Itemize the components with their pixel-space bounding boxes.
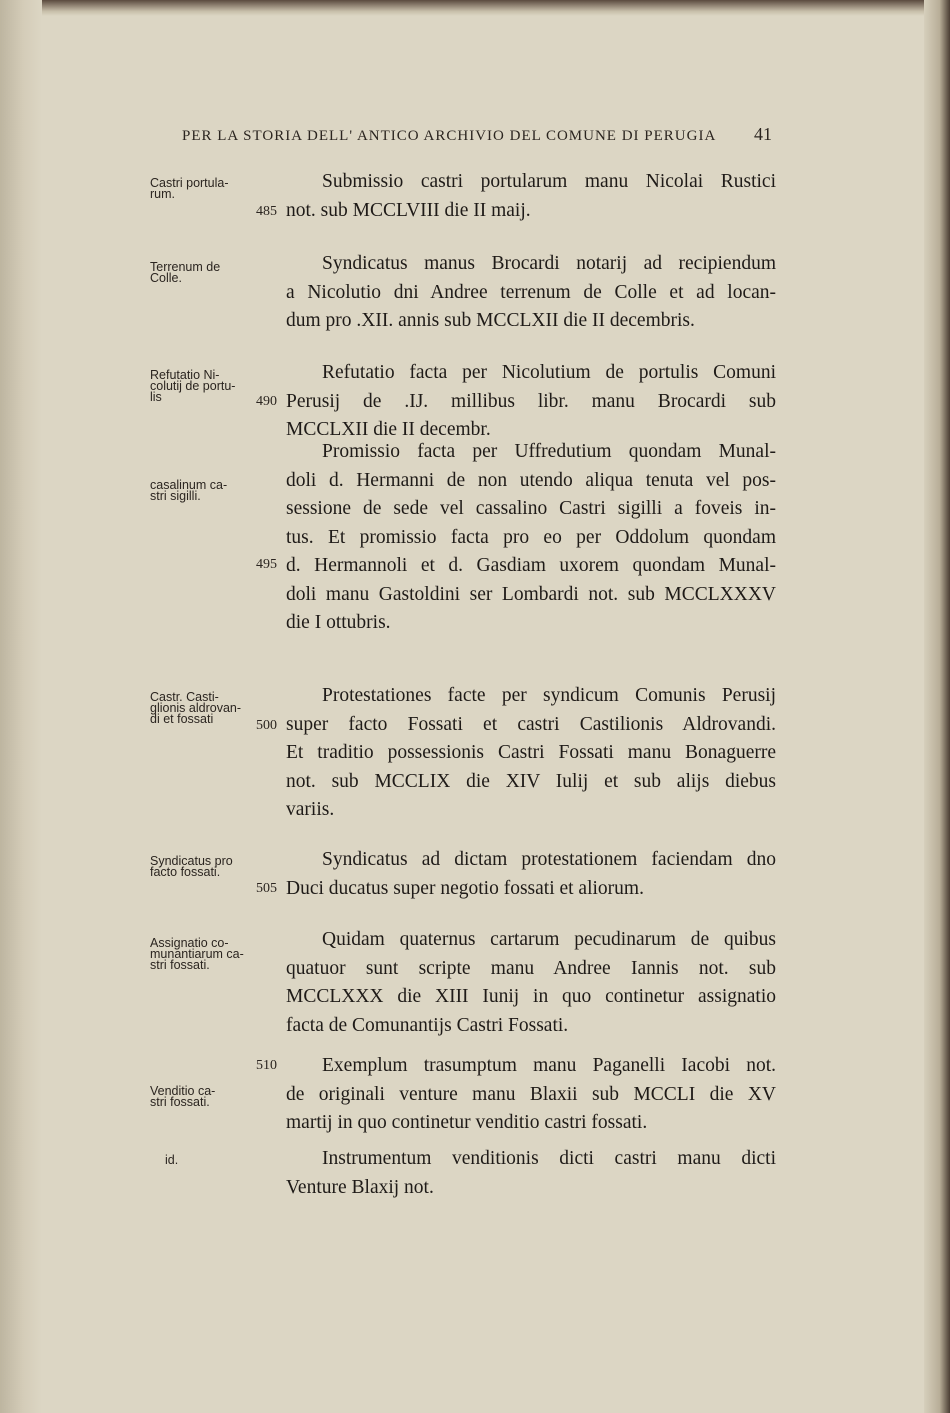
entry-text	[286, 682, 776, 825]
text-line: Promissio facta per Uffredutium quondam Munal-	[322, 441, 776, 462]
text-line: Venture Blaxij not.	[286, 1176, 434, 1198]
text-line: not. sub MCCLVIII die II maij.	[286, 199, 531, 221]
entry-text	[286, 926, 776, 1040]
text-line: Et traditio possessionis Castri Fossati manu Bonaguerre	[286, 742, 776, 763]
text-line: MCCLXXX die XIII Iunij in quo continetur assignatio	[286, 986, 776, 1007]
page-gutter	[0, 0, 42, 1413]
text-line: Protestationes facte per syndicum Comunis Perusij	[322, 685, 776, 706]
entry-text	[286, 1145, 776, 1202]
marginal-note: Refutatio Ni- colutij de portu- lis	[150, 368, 236, 404]
text-line: variis.	[286, 799, 335, 820]
entry-text	[286, 1052, 776, 1138]
entry-text	[286, 359, 776, 445]
line-number: 510	[256, 1058, 277, 1073]
text-line: Refutatio facta per Nicolutium de portulis Comuni	[322, 362, 776, 383]
entry-text	[286, 168, 776, 225]
text-line: dum pro .XII. annis sub MCCLXII die II decembris.	[286, 310, 695, 331]
marginal-note: Castr. Casti- glionis aldrovan- di et fossati	[150, 690, 242, 726]
text-line: Syndicatus ad dictam protestationem faciendam dno	[322, 849, 776, 870]
text-line: Perusij de .IJ. millibus libr. manu Brocardi sub	[286, 390, 776, 412]
entry-text	[286, 846, 776, 903]
text-line: sessione de sede vel cassalino Castri sigilli a foveis in-	[286, 498, 776, 519]
text-line: Submissio castri portularum manu Nicolai Rustici	[322, 171, 776, 192]
marginal-note: Venditio ca- stri fossati.	[150, 1084, 216, 1109]
text-line: Quidam quaternus cartarum pecudinarum de quibus	[322, 929, 776, 950]
text-line: a Nicolutio dni Andree terrenum de Colle et ad locan-	[286, 281, 776, 303]
line-number: 505	[256, 881, 277, 896]
page-number: 41	[754, 124, 772, 144]
line-number: 500	[256, 718, 277, 733]
page-edge-shadow	[924, 0, 950, 1413]
text-line: MCCLXII die II decembr.	[286, 419, 491, 440]
entry-text	[286, 250, 776, 336]
text-line: facta de Comunantijs Castri Fossati.	[286, 1014, 569, 1036]
line-number: 490	[256, 394, 277, 409]
line-number: 495	[256, 557, 277, 572]
text-line: quatuor sunt scripte manu Andree Iannis not. sub	[286, 957, 776, 979]
text-line: tus. Et promissio facta pro eo per Oddolum quondam	[286, 526, 776, 548]
header-title: PER LA STORIA DELL' ANTICO ARCHIVIO DEL COMUNE DI PERUGIA	[182, 128, 717, 144]
running-header	[182, 124, 772, 145]
marginal-note: id.	[165, 1153, 179, 1167]
marginal-note: casalinum ca- stri sigilli.	[150, 478, 228, 503]
marginal-note: Assignatio co- munantiarum ca- stri fossati.	[150, 936, 244, 972]
text-line: super facto Fossati et castri Castilionis Aldrovandi.	[286, 713, 776, 735]
marginal-note: Terrenum de Colle.	[150, 260, 221, 285]
text-line: Exemplum trasumptum manu Paganelli Iacobi not.	[322, 1055, 776, 1076]
text-line: Instrumentum venditionis dicti castri manu dicti	[322, 1148, 776, 1169]
text-line: Duci ducatus super negotio fossati et aliorum.	[286, 877, 644, 899]
entry-text	[286, 438, 776, 638]
text-line: not. sub MCCLIX die XIV Iulij et sub alijs diebus	[286, 770, 776, 792]
text-line: doli manu Gastoldini ser Lombardi not. sub MCCLXXXV	[286, 583, 776, 605]
text-line: doli d. Hermanni de non utendo aliqua tenuta vel pos-	[286, 469, 776, 491]
text-line: die I ottubris.	[286, 612, 391, 633]
text-line: d. Hermannoli et d. Gasdiam uxorem quondam Munal-	[286, 555, 776, 576]
marginal-note: Castri portula- rum.	[150, 176, 229, 201]
page-top-edge	[42, 0, 950, 16]
text-line: martij in quo continetur venditio castri fossati.	[286, 1112, 648, 1133]
text-line: de originali venture manu Blaxii sub MCCLI die XV	[286, 1083, 776, 1105]
line-number: 485	[256, 204, 277, 219]
marginal-note: Syndicatus pro facto fossati.	[150, 854, 233, 879]
text-line: Syndicatus manus Brocardi notarij ad recipiendum	[322, 253, 776, 274]
